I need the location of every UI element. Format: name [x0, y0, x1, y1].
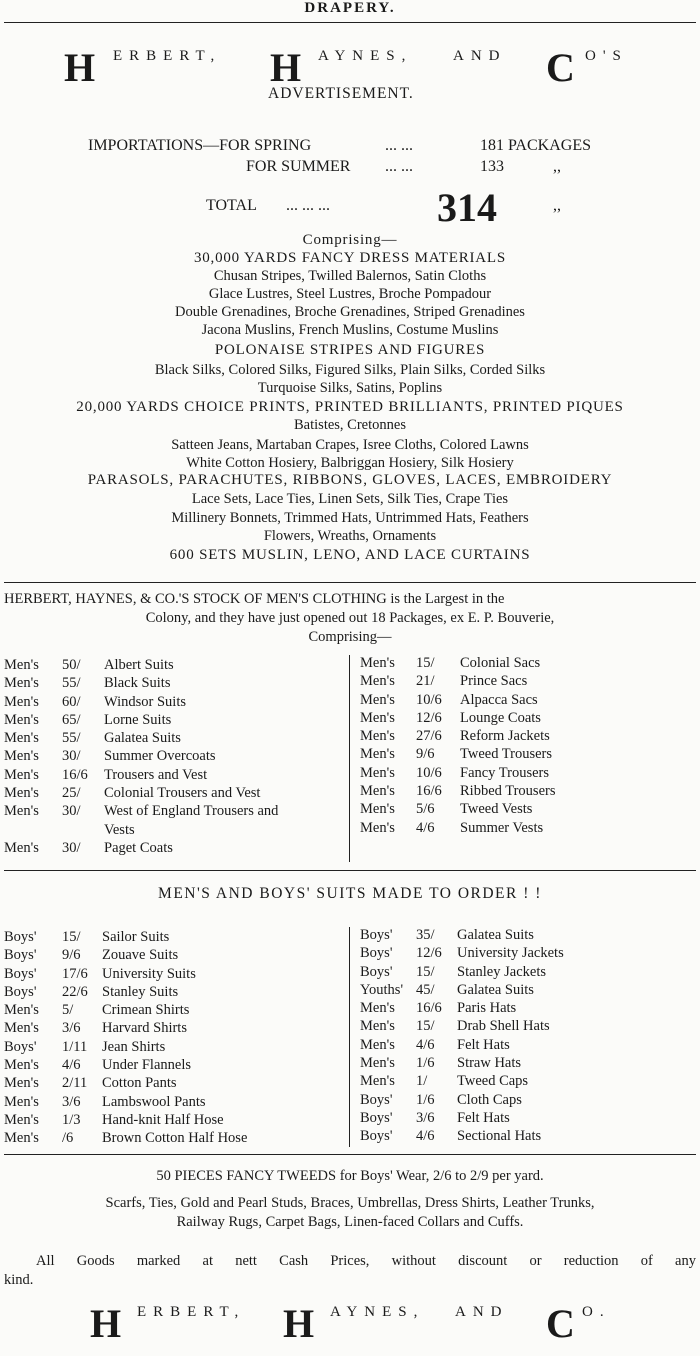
price-row-label: Youths' — [360, 981, 404, 998]
clothing-intro-line: Colony, and they have just opened out 18 Packages, ex E. P. Bouverie, — [145, 610, 555, 626]
price-row-item: Lounge Coats — [460, 709, 541, 726]
price-row-label: Boys' — [360, 1091, 393, 1108]
firm-word: AYNES, — [330, 1304, 425, 1320]
price-row-label: Men's — [360, 1018, 395, 1035]
price-row-item: Colonial Sacs — [460, 655, 541, 671]
firm-word: ERBERT, — [137, 1304, 246, 1320]
price-row-price: 16/6 — [416, 1000, 442, 1017]
price-row-item: Sectional Hats — [457, 1128, 542, 1145]
price-row-item: Paris Hats — [457, 1000, 517, 1017]
price-row — [4, 1056, 344, 1074]
price-row-label: Men's — [360, 1036, 395, 1053]
price-row-price: 50/ — [62, 657, 81, 673]
price-row — [4, 839, 344, 857]
drop-cap-h: H — [90, 1301, 122, 1346]
price-row-price: 16/6 — [62, 766, 88, 783]
firm-word: AND — [453, 48, 507, 64]
drop-cap-h: H — [283, 1301, 315, 1346]
price-row-price: 10/6 — [416, 691, 442, 708]
column-divider — [349, 655, 350, 862]
price-row-price: 25/ — [62, 785, 81, 802]
price-row-item: Cotton Pants — [102, 1075, 177, 1092]
price-row-item: Vests — [104, 821, 135, 838]
price-row-label: Boys' — [360, 927, 393, 943]
price-row — [360, 1127, 690, 1145]
price-row-label: Boys' — [360, 945, 393, 962]
price-row-item: Jean Shirts — [102, 1038, 166, 1055]
price-row-price: 1/6 — [416, 1091, 435, 1108]
column-divider — [349, 927, 350, 1147]
price-row-item: Drab Shell Hats — [457, 1018, 550, 1035]
ditto-mark: ,, — [553, 197, 561, 214]
price-row-price: /6 — [62, 1130, 74, 1147]
price-row — [360, 745, 690, 763]
leader-dots: ... ... — [385, 137, 413, 154]
price-row-label: Men's — [360, 728, 395, 745]
price-row — [4, 693, 344, 711]
price-row — [4, 711, 344, 729]
importation-summer-value: 133 — [480, 158, 504, 175]
total-label: TOTAL — [206, 197, 257, 214]
price-row-price: 1/6 — [416, 1055, 435, 1072]
price-row-item: West of England Trousers and — [104, 803, 279, 820]
firm-word: O'S — [585, 48, 628, 64]
price-row — [360, 1017, 690, 1035]
drop-cap-c: C — [546, 1301, 575, 1346]
price-row-price: 15/ — [416, 963, 435, 980]
price-row-item: Stanley Suits — [102, 983, 179, 1000]
price-row-price: 35/ — [416, 927, 435, 943]
total-value: 314 — [437, 185, 497, 230]
price-row-item: Brown Cotton Half Hose — [102, 1130, 248, 1147]
price-row-price: 45/ — [416, 981, 435, 998]
price-row-price: 30/ — [62, 839, 81, 856]
price-row — [4, 1074, 344, 1092]
price-row-price: 15/ — [62, 929, 81, 945]
price-row — [4, 1111, 344, 1129]
boys-clothing-right-list — [360, 926, 690, 1146]
price-row-price: 17/6 — [62, 965, 88, 982]
price-row-item: University Jackets — [457, 945, 564, 962]
price-row-label: Men's — [4, 711, 39, 728]
price-row-item: Colonial Trousers and Vest — [104, 785, 261, 802]
firm-word: ERBERT, — [113, 48, 222, 64]
price-row-label: Boys' — [4, 1038, 37, 1055]
price-row-label: Men's — [360, 691, 395, 708]
terms-line: All Goods marked at nett Cash Prices, without discount or reduction of any — [36, 1253, 696, 1269]
made-to-order-heading: MEN'S AND BOYS' SUITS MADE TO ORDER ! ! — [158, 885, 542, 902]
comprising-line: Double Grenadines, Broche Grenadines, Striped Grenadines — [175, 304, 525, 320]
price-row-label: Boys' — [4, 983, 37, 1000]
price-row — [360, 672, 690, 690]
comprising-line: PARASOLS, PARACHUTES, RIBBONS, GLOVES, LACES, EMBROIDERY — [87, 472, 613, 488]
price-row-item: Reform Jackets — [460, 728, 550, 745]
price-row — [4, 821, 344, 839]
price-row-price: 4/6 — [416, 1036, 435, 1053]
price-row-item: Galatea Suits — [457, 927, 534, 943]
section-divider — [4, 870, 696, 871]
price-row-label: Men's — [4, 785, 39, 802]
price-row-price: 5/6 — [416, 801, 435, 818]
price-row — [4, 965, 344, 983]
price-row-price: 55/ — [62, 675, 81, 692]
price-row — [4, 1093, 344, 1111]
price-row-price: 1/3 — [62, 1111, 81, 1128]
price-row-item: Summer Overcoats — [104, 748, 216, 765]
price-row-price: 12/6 — [416, 709, 442, 726]
comprising-line: White Cotton Hosiery, Balbriggan Hosiery, Silk Hosiery — [186, 455, 514, 471]
price-row-item: Black Suits — [104, 675, 171, 692]
section-divider — [4, 582, 696, 583]
price-row-label: Men's — [360, 1073, 395, 1090]
price-row-label: Boys' — [4, 929, 37, 945]
price-row — [4, 1038, 344, 1056]
price-row-price: 22/6 — [62, 983, 88, 1000]
price-row-price: 4/6 — [416, 1128, 435, 1145]
price-row-label: Men's — [360, 764, 395, 781]
price-row-label: Men's — [360, 655, 395, 671]
price-row-price: 9/6 — [416, 746, 435, 763]
price-row — [4, 766, 344, 784]
price-row-item: Lambswool Pants — [102, 1093, 206, 1110]
price-row-label: Men's — [4, 1093, 39, 1110]
section-heading: DRAPERY. — [304, 0, 396, 16]
comprising-line: 600 SETS MUSLIN, LENO, AND LACE CURTAINS — [169, 547, 531, 563]
price-row-label: Men's — [360, 673, 395, 690]
price-row-label: Men's — [4, 675, 39, 692]
terms-line: kind. — [4, 1272, 34, 1288]
price-row-item: Under Flannels — [102, 1057, 191, 1074]
price-row-item: Crimean Shirts — [102, 1002, 190, 1019]
price-row-price: 5/ — [62, 1002, 74, 1019]
price-row-item: Galatea Suits — [457, 981, 534, 998]
price-row-label: Boys' — [4, 965, 37, 982]
top-rule — [4, 22, 696, 23]
price-row-item: Cloth Caps — [457, 1091, 522, 1108]
drop-cap-c: C — [546, 45, 575, 90]
price-row — [4, 1019, 344, 1037]
price-row — [360, 800, 690, 818]
price-row — [360, 981, 690, 999]
price-row-price: 15/ — [416, 655, 435, 671]
price-row — [4, 656, 344, 674]
tweeds-line: 50 PIECES FANCY TWEEDS for Boys' Wear, 2/6 to 2/9 per yard. — [156, 1168, 544, 1184]
price-row-label: Men's — [360, 1055, 395, 1072]
price-row — [360, 963, 690, 981]
price-row-price: 9/6 — [62, 947, 81, 964]
comprising-line: 30,000 YARDS FANCY DRESS MATERIALS — [193, 250, 507, 266]
price-row — [360, 691, 690, 709]
price-row-item: Ribbed Trousers — [460, 783, 556, 800]
price-row — [360, 926, 690, 944]
price-row-item: University Suits — [102, 965, 196, 982]
price-row-price: 21/ — [416, 673, 435, 690]
price-row-price: 10/6 — [416, 764, 442, 781]
importation-summer-label: FOR SUMMER — [246, 158, 351, 175]
comprising-line: Chusan Stripes, Twilled Balernos, Satin Cloths — [213, 268, 487, 284]
firm-name-bottom — [0, 1296, 700, 1356]
price-row-price: 60/ — [62, 693, 81, 710]
price-row — [4, 928, 344, 946]
price-row-price: 16/6 — [416, 783, 442, 800]
drop-cap-h: H — [64, 45, 96, 90]
price-row-item: Albert Suits — [104, 657, 174, 673]
price-row-item: Felt Hats — [457, 1109, 510, 1126]
price-row — [4, 946, 344, 964]
ditto-mark: ,, — [553, 158, 561, 175]
price-row — [4, 983, 344, 1001]
comprising-line: Glace Lustres, Steel Lustres, Broche Pompadour — [208, 286, 492, 302]
price-row — [360, 1091, 690, 1109]
price-row-price: 3/6 — [62, 1093, 81, 1110]
comprising-line: Jacona Muslins, French Muslins, Costume Muslins — [201, 322, 499, 338]
price-row-label: Men's — [4, 730, 39, 747]
comprising-line: Satteen Jeans, Martaban Crapes, Isree Cloths, Colored Lawns — [171, 437, 529, 453]
price-row — [360, 1054, 690, 1072]
price-row-item: Prince Sacs — [460, 673, 528, 690]
price-row — [360, 782, 690, 800]
price-row-item: Alpacca Sacs — [460, 691, 538, 708]
price-row-label: Men's — [4, 1057, 39, 1074]
price-row-price: 30/ — [62, 803, 81, 820]
comprising-line: Lace Sets, Lace Ties, Linen Sets, Silk Ties, Crape Ties — [191, 491, 509, 507]
price-row-price: 15/ — [416, 1018, 435, 1035]
price-row-label: Men's — [360, 1000, 395, 1017]
price-row-item: Fancy Trousers — [460, 764, 550, 781]
section-divider — [4, 1154, 696, 1155]
comprising-line: Batistes, Cretonnes — [294, 417, 406, 433]
price-row-item: Trousers and Vest — [104, 766, 208, 783]
price-row-item: Tweed Trousers — [460, 746, 553, 763]
leader-dots: ... ... ... — [286, 197, 330, 214]
price-row-price: 30/ — [62, 748, 81, 765]
comprising-line: 20,000 YARDS CHOICE PRINTS, PRINTED BRILLIANTS, PRINTED PIQUES — [76, 399, 624, 415]
price-row-label: Boys' — [360, 963, 393, 980]
price-row — [4, 1129, 344, 1147]
price-row-label: Boys' — [4, 947, 37, 964]
price-row — [4, 747, 344, 765]
price-row — [4, 674, 344, 692]
price-row — [360, 1109, 690, 1127]
price-row — [360, 709, 690, 727]
mens-clothing-right-list — [360, 654, 690, 837]
price-row-label: Men's — [360, 819, 395, 836]
price-row — [360, 999, 690, 1017]
firm-word: AND — [455, 1304, 509, 1320]
comprising-line: Black Silks, Colored Silks, Figured Silks, Plain Silks, Corded Silks — [154, 362, 546, 378]
price-row-label: Men's — [4, 1075, 39, 1092]
drop-cap-h: H — [270, 45, 302, 90]
importation-spring-label: IMPORTATIONS—FOR SPRING — [88, 137, 312, 154]
firm-word: AYNES, — [318, 48, 413, 64]
price-row-label: Men's — [360, 746, 395, 763]
price-row-label: Men's — [4, 1002, 39, 1019]
comprising-line: POLONAISE STRIPES AND FIGURES — [214, 342, 486, 358]
price-row — [360, 764, 690, 782]
price-row-item: Windsor Suits — [104, 693, 186, 710]
price-row-price: 4/6 — [416, 819, 435, 836]
boys-clothing-left-list — [4, 928, 344, 1148]
importation-spring-value: 181 PACKAGES — [480, 137, 591, 154]
price-row — [360, 654, 690, 672]
price-row-label: Men's — [360, 709, 395, 726]
price-row-item: Paget Coats — [104, 839, 173, 856]
price-row-label: Men's — [4, 748, 39, 765]
price-row-label: Men's — [360, 801, 395, 818]
comprising-line: Comprising— — [302, 232, 398, 248]
clothing-intro-line: HERBERT, HAYNES, & CO.'S STOCK OF MEN'S CLOTHING is the Largest in the — [4, 591, 505, 607]
price-row-price: 3/6 — [416, 1109, 435, 1126]
price-row — [360, 727, 690, 745]
price-row — [4, 802, 344, 820]
advertisement-title: ADVERTISEMENT. — [268, 85, 414, 102]
price-row-item: Sailor Suits — [102, 929, 170, 945]
comprising-line: Turquoise Silks, Satins, Poplins — [257, 380, 443, 396]
leader-dots: ... ... — [385, 158, 413, 175]
comprising-line: Flowers, Wreaths, Ornaments — [263, 528, 437, 544]
price-row — [360, 944, 690, 962]
price-row-item: Hand-knit Half Hose — [102, 1111, 224, 1128]
price-row-label: Boys' — [360, 1128, 393, 1145]
price-row-price: 4/6 — [62, 1057, 81, 1074]
price-row — [4, 729, 344, 747]
price-row-label: Men's — [4, 1111, 39, 1128]
price-row-price: 12/6 — [416, 945, 442, 962]
price-row-label: Men's — [4, 693, 39, 710]
price-row — [4, 1001, 344, 1019]
price-row-label: Men's — [4, 1130, 39, 1147]
price-row-item: Tweed Vests — [460, 801, 533, 818]
price-row-item: Tweed Caps — [457, 1073, 529, 1090]
clothing-intro-line: Comprising— — [308, 629, 392, 645]
price-row — [360, 1072, 690, 1090]
price-row-label: Men's — [4, 803, 39, 820]
price-row-item: Lorne Suits — [104, 711, 172, 728]
price-row-label: Men's — [4, 766, 39, 783]
price-row-item: Summer Vests — [460, 819, 544, 836]
price-row-label: Men's — [4, 839, 39, 856]
price-row — [4, 784, 344, 802]
price-row — [360, 1036, 690, 1054]
price-row-price: 65/ — [62, 711, 81, 728]
price-row-price: 1/ — [416, 1073, 428, 1090]
price-row-item: Zouave Suits — [102, 947, 179, 964]
price-row-item: Stanley Jackets — [457, 963, 546, 980]
price-row-label: Boys' — [360, 1109, 393, 1126]
price-row-item: Galatea Suits — [104, 730, 181, 747]
price-row-item: Straw Hats — [457, 1055, 522, 1072]
mens-clothing-left-list — [4, 656, 344, 857]
comprising-line: Millinery Bonnets, Trimmed Hats, Untrimmed Hats, Feathers — [171, 510, 529, 526]
sundries-line: Railway Rugs, Carpet Bags, Linen-faced Collars and Cuffs. — [176, 1214, 524, 1230]
price-row-label: Men's — [4, 1020, 39, 1037]
price-row-price: 55/ — [62, 730, 81, 747]
price-row-item: Harvard Shirts — [102, 1020, 187, 1037]
price-row-label: Men's — [4, 657, 39, 673]
price-row-label: Men's — [360, 783, 395, 800]
sundries-line: Scarfs, Ties, Gold and Pearl Studs, Braces, Umbrellas, Dress Shirts, Leather Trunks, — [105, 1195, 595, 1211]
firm-word: O. — [582, 1304, 611, 1320]
price-row-item: Felt Hats — [457, 1036, 510, 1053]
price-row — [360, 819, 690, 837]
price-row-price: 3/6 — [62, 1020, 81, 1037]
price-row-price: 27/6 — [416, 728, 442, 745]
price-row-price: 2/11 — [62, 1075, 88, 1092]
price-row-price: 1/11 — [62, 1038, 88, 1055]
